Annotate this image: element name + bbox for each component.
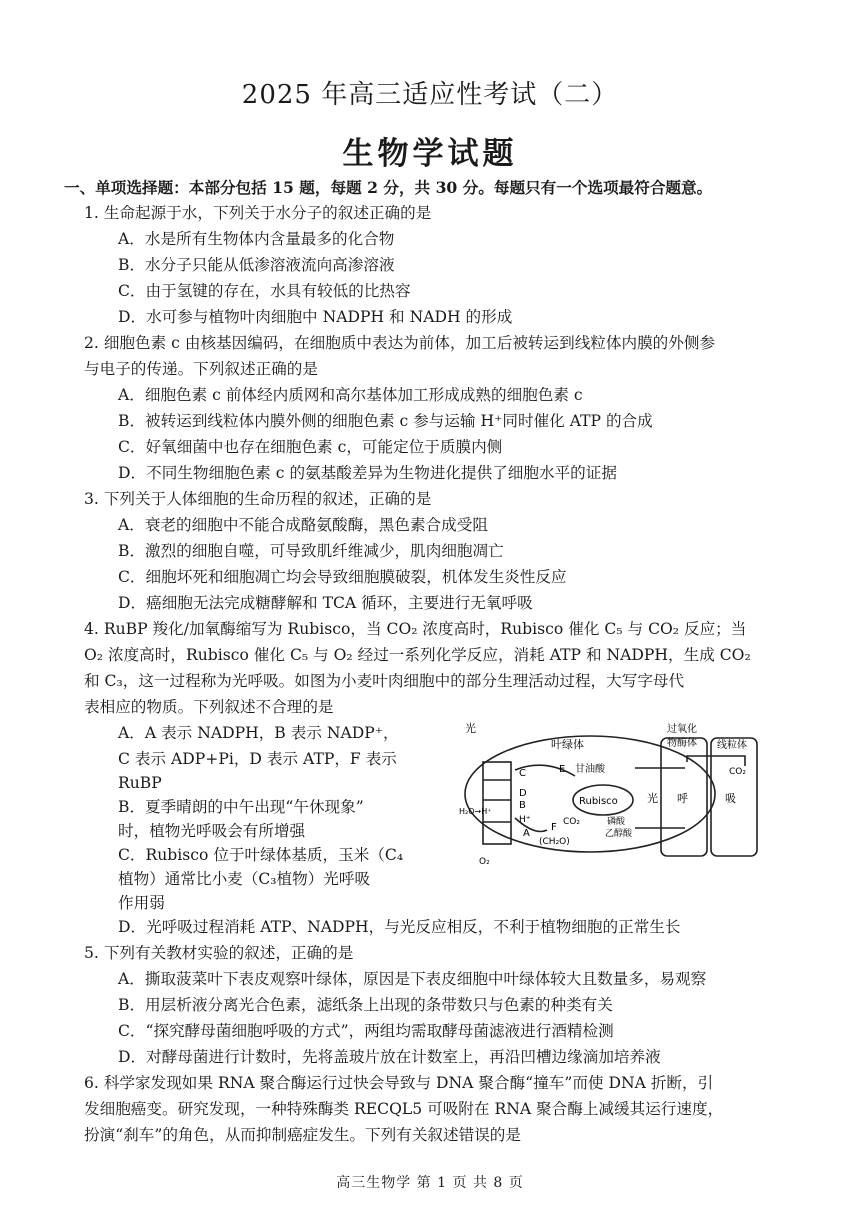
diagram-respire-2: 吸 [725,792,736,805]
question-6-line3: 扮演“刹车”的角色，从而抑制癌症发生。下列有关叙述错误的是 [84,1126,521,1144]
question-2-cont: 与电子的传递。下列叙述正确的是 [84,360,318,378]
diagram-label-b: B [519,800,526,811]
diagram-ch2o: (CH₂O) [539,837,570,847]
q5-option-a: A．撕取菠菜叶下表皮观察叶绿体，原因是下表皮细胞中叶绿体较大且数量多，易观察 [118,970,707,988]
q3-option-a: A．衰老的细胞中不能合成酪氨酸酶，黑色素合成受阻 [118,516,488,534]
question-4-line2: O₂ 浓度高时，Rubisco 催化 C₅ 与 O₂ 经过一系列化学反应，消耗 ATP 和 NADPH，生成 CO₂ [84,646,751,664]
diagram-o2: O₂ [479,857,490,867]
diagram-label-h: H⁺ [519,815,531,825]
diagram-label-a: A [523,828,530,839]
q5-option-c: C．“探究酵母菌细胞呼吸的方式”，两组均需取酵母菌滤液进行酒精检测 [118,1022,614,1040]
diagram-peroxisome-2: 物酶体 [667,738,697,749]
diagram-glycolate: 甘油酸 [575,764,605,775]
diagram-label-f: F [551,822,557,833]
q4-option-a-cont2: RuBP [118,774,162,792]
diagram-h2o-h: H₂O→H⁺ [459,807,492,816]
q3-option-c: C．细胞坏死和细胞凋亡均会导致细胞膜破裂，机体发生炎性反应 [118,568,567,586]
question-4: 4. RuBP 羧化/加氧酶缩写为 Rubisco，当 CO₂ 浓度高时，Rubisco 催化 C₅ 与 CO₂ 反应；当 [84,620,747,638]
subject-title: 生物学试题 [342,136,518,172]
q1-option-b: B．水分子只能从低渗溶液流向高渗溶液 [118,256,395,274]
question-2: 2. 细胞色素 c 由核基因编码，在细胞质中表达为前体，加工后被转运到线粒体内膜的外侧参 [84,334,716,352]
q3-option-d: D．癌细胞无法完成糖酵解和 TCA 循环，主要进行无氧呼吸 [118,594,533,612]
photorespiration-diagram [455,718,765,868]
diagram-mitochondrion: 线粒体 [717,740,747,751]
diagram-light: 光 [465,722,476,735]
q4-option-c-cont: 植物）通常比小麦（C₃植物）光呼吸 [118,870,371,888]
section-heading: 一、单项选择题：本部分包括 15 题，每题 2 分，共 30 分。每题只有一个选项最符合题意。 [64,178,713,197]
diagram-chloroplast: 叶绿体 [551,738,584,751]
q3-option-b: B．激烈的细胞自噬，可导致肌纤维减少，肌肉细胞凋亡 [118,542,504,560]
diagram-phospho-1: 磷酸 [607,817,626,827]
page-footer: 高三生物学 第 1 页 共 8 页 [336,1175,524,1191]
question-4-line4: 表相应的物质。下列叙述不合理的是 [84,698,334,716]
diagram-light-2: 光 [647,792,658,805]
diagram-respire-1: 呼 [677,792,688,805]
q2-option-a: A．细胞色素 c 前体经内质网和高尔基体加工形成成熟的细胞色素 c [118,386,583,404]
question-5: 5. 下列有关教材实验的叙述，正确的是 [84,944,354,962]
diagram-label-c: C [519,768,526,779]
q4-option-b: B．夏季晴朗的中午出现“午休现象” [118,798,364,816]
diagram-label-e: E [559,764,566,775]
question-1: 1. 生命起源于水，下列关于水分子的叙述正确的是 [84,204,432,222]
q2-option-b: B．被转运到线粒体内膜外侧的细胞色素 c 参与运输 H⁺同时催化 ATP 的合成 [118,412,653,430]
diagram-rubisco: Rubisco [579,796,618,807]
q4-option-a: A．A 表示 NADPH，B 表示 NADP⁺， [118,724,399,742]
q4-option-c-cont2: 作用弱 [118,894,165,912]
diagram-phospho-2: 乙醇酸 [605,829,633,839]
diagram-co2-right: CO₂ [729,767,746,777]
q1-option-a: A．水是所有生物体内含量最多的化合物 [118,230,395,248]
question-6: 6. 科学家发现如果 RNA 聚合酶运行过快会导致与 DNA 聚合酶“撞车”而使 DNA 折断，引 [84,1074,714,1092]
diagram-label-d: D [519,788,527,799]
diagram-peroxisome-1: 过氧化 [667,724,697,735]
q4-option-b-cont: 时，植物光呼吸会有所增强 [118,822,306,840]
q4-option-d: D．光呼吸过程消耗 ATP、NADPH，与光反应相反，不利于植物细胞的正常生长 [118,918,681,936]
q1-option-d: D．水可参与植物叶肉细胞中 NADPH 和 NADH 的形成 [118,308,513,326]
question-3: 3. 下列关于人体细胞的生命历程的叙述，正确的是 [84,490,432,508]
q5-option-b: B．用层析液分离光合色素，滤纸条上出现的条带数只与色素的种类有关 [118,996,613,1014]
thylakoid-stack [483,762,511,844]
q1-option-c: C．由于氢键的存在，水具有较低的比热容 [118,282,411,300]
exam-title: 2025 年高三适应性考试（二） [241,80,619,110]
q2-option-d: D．不同生物细胞色素 c 的氨基酸差异为生物进化提供了细胞水平的证据 [118,464,617,482]
question-6-line2: 发细胞癌变。研究发现，一种特殊酶类 RECQL5 可吸附在 RNA 聚合酶上减缓其运行速度， [84,1100,724,1118]
q2-option-c: C．好氧细菌中也存在细胞色素 c，可能定位于质膜内侧 [118,438,503,456]
q5-option-d: D．对酵母菌进行计数时，先将盖玻片放在计数室上，再沿凹槽边缘滴加培养液 [118,1048,661,1066]
question-4-line3: 和 C₃，这一过程称为光呼吸。如图为小麦叶肉细胞中的部分生理活动过程，大写字母代 [84,672,685,690]
q4-option-a-cont: C 表示 ADP+Pi，D 表示 ATP，F 表示 [118,750,397,768]
q4-option-c: C．Rubisco 位于叶绿体基质，玉米（C₄ [118,846,404,864]
arrow-path-top [687,756,745,766]
diagram-co2-left: CO₂ [563,817,580,827]
